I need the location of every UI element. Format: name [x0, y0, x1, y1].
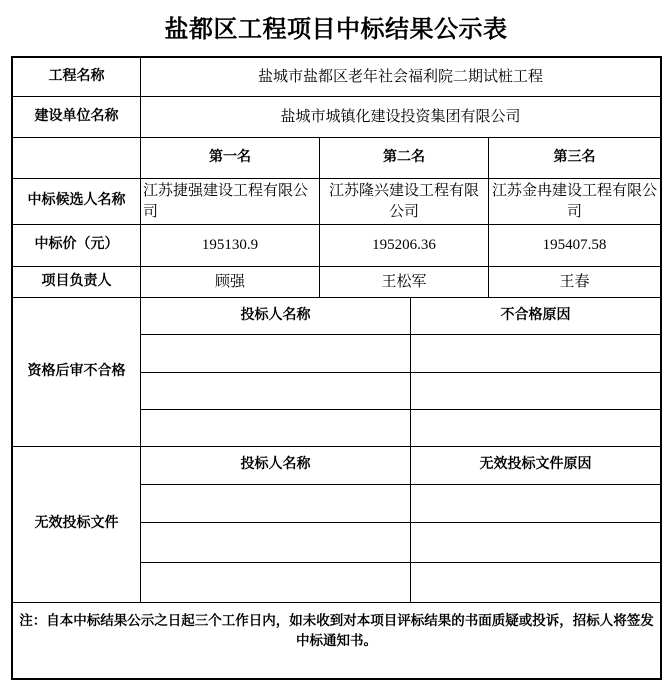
- rank-header-spacer: [13, 138, 141, 178]
- empty-cell: [141, 335, 411, 372]
- candidate-2: 江苏隆兴建设工程有限公司: [320, 179, 489, 224]
- owner-name-value: 盐城市城镇化建设投资集团有限公司: [280, 108, 521, 125]
- candidates-label: 中标候选人名称: [13, 179, 141, 224]
- bid-price-3: 195407.58: [542, 237, 607, 254]
- rank-header-first: 第一名: [141, 138, 320, 178]
- empty-cell: [141, 373, 411, 409]
- results-table: [11, 56, 662, 680]
- rank-header-second: 第二名: [320, 138, 489, 178]
- project-name-value: 盐城市盐都区老年社会福利院二期试桩工程: [257, 68, 543, 85]
- table-row-owner: [13, 96, 660, 137]
- candidate-1: 江苏捷强建设工程有限公司: [141, 179, 320, 224]
- empty-cell: [411, 563, 660, 602]
- unqualified-bidder-header: 投标人名称: [141, 298, 411, 334]
- invalid-docs-subtable: [141, 447, 660, 602]
- table-row-project: [13, 58, 660, 96]
- unqualified-reason-header: 不合格原因: [500, 307, 571, 323]
- invalid-docs-label: 无效投标文件: [13, 447, 141, 602]
- owner-name-label: 建设单位名称: [13, 97, 141, 137]
- section-invalid-docs: [13, 446, 660, 602]
- invalid-docs-empty-row: [141, 522, 660, 562]
- rank-header-third: 第三名: [553, 149, 596, 165]
- unqualified-empty-row: [141, 372, 660, 409]
- prices-label: 中标价（元）: [13, 225, 141, 266]
- unqualified-header-row: [141, 298, 660, 334]
- invalid-bidder-header: 投标人名称: [141, 447, 411, 484]
- manager-3: 王春: [559, 273, 590, 290]
- empty-cell: [141, 410, 411, 446]
- footer-note: 注：自本中标结果公示之日起三个工作日内，如未收到对本项目评标结果的书面质疑或投诉，招标人将签发中标通知书。: [13, 602, 660, 677]
- manager-1: 顾强: [141, 267, 320, 297]
- manager-2: 王松军: [320, 267, 489, 297]
- table-row-rank-headers: [13, 137, 660, 178]
- table-row-prices: [13, 224, 660, 266]
- empty-cell: [411, 485, 660, 522]
- unqualified-subtable: [141, 298, 660, 446]
- invalid-docs-empty-row: [141, 484, 660, 522]
- bid-price-1: 195130.9: [141, 225, 320, 266]
- invalid-docs-empty-row: [141, 562, 660, 602]
- empty-cell: [411, 410, 660, 446]
- empty-cell: [411, 523, 660, 562]
- empty-cell: [141, 523, 411, 562]
- empty-cell: [141, 563, 411, 602]
- unqualified-empty-row: [141, 334, 660, 372]
- unqualified-empty-row: [141, 409, 660, 446]
- project-name-label: 工程名称: [13, 58, 141, 96]
- candidate-3: 江苏金冉建设工程有限公司: [491, 183, 657, 220]
- invalid-reason-header: 无效投标文件原因: [479, 457, 592, 473]
- managers-label: 项目负责人: [13, 267, 141, 297]
- empty-cell: [411, 373, 660, 409]
- unqualified-label: 资格后审不合格: [13, 298, 141, 446]
- page-title: 盐都区工程项目中标结果公示表: [164, 17, 508, 43]
- empty-cell: [141, 485, 411, 522]
- empty-cell: [411, 335, 660, 372]
- section-unqualified: [13, 297, 660, 446]
- table-row-managers: [13, 266, 660, 297]
- table-row-candidates: [13, 178, 660, 224]
- bid-price-2: 195206.36: [320, 225, 489, 266]
- invalid-docs-header-row: [141, 447, 660, 484]
